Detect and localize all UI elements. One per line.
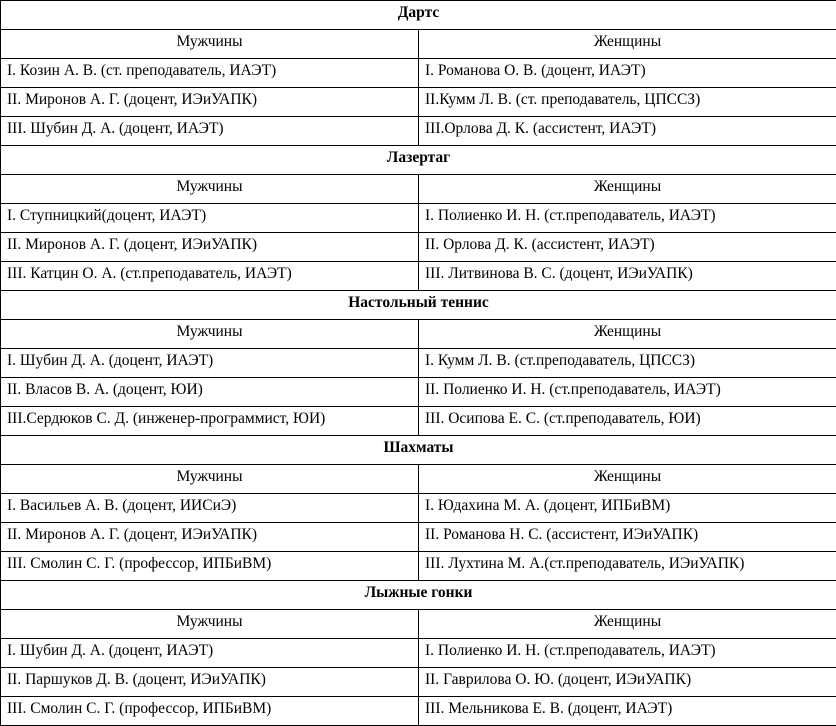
result-entry-men: I. Шубин Д. А. (доцент, ИАЭТ) bbox=[1, 349, 419, 378]
column-header-men: Мужчины bbox=[1, 30, 419, 59]
table-row bbox=[1, 204, 836, 233]
result-entry-women: II. Полиенко И. Н. (ст.преподаватель, ИАЭТ) bbox=[419, 378, 836, 407]
result-entry-women: I. Полиенко И. Н. (ст.преподаватель, ИАЭТ) bbox=[419, 639, 836, 668]
result-entry-men: III. Смолин С. Г. (профессор, ИПБиВМ) bbox=[1, 697, 419, 726]
gender-header-row bbox=[1, 320, 836, 349]
result-entry-women: I. Кумм Л. В. (ст.преподаватель, ЦПССЗ) bbox=[419, 349, 836, 378]
table-row bbox=[1, 117, 836, 146]
gender-header-row bbox=[1, 175, 836, 204]
column-header-women: Женщины bbox=[419, 175, 836, 204]
sport-title: Настольный теннис bbox=[1, 291, 836, 320]
sport-title: Дартс bbox=[1, 1, 836, 30]
result-entry-women: III. Литвинова В. С. (доцент, ИЭиУАПК) bbox=[419, 262, 836, 291]
result-entry-women: I. Юдахина М. А. (доцент, ИПБиВМ) bbox=[419, 494, 836, 523]
result-entry-women: III. Мельникова Е. В. (доцент, ИАЭТ) bbox=[419, 697, 836, 726]
result-entry-men: III. Шубин Д. А. (доцент, ИАЭТ) bbox=[1, 117, 419, 146]
result-entry-men: II. Миронов А. Г. (доцент, ИЭиУАПК) bbox=[1, 233, 419, 262]
result-entry-men: II. Миронов А. Г. (доцент, ИЭиУАПК) bbox=[1, 523, 419, 552]
result-entry-women: III.Орлова Д. К. (ассистент, ИАЭТ) bbox=[419, 117, 836, 146]
result-entry-women: I. Полиенко И. Н. (ст.преподаватель, ИАЭТ) bbox=[419, 204, 836, 233]
table-row bbox=[1, 639, 836, 668]
result-entry-men: I. Козин А. В. (ст. преподаватель, ИАЭТ) bbox=[1, 59, 419, 88]
sport-header-row bbox=[1, 436, 836, 465]
result-entry-women: II.Кумм Л. В. (ст. преподаватель, ЦПССЗ) bbox=[419, 88, 836, 117]
gender-header-row bbox=[1, 465, 836, 494]
table-row bbox=[1, 233, 836, 262]
sport-header-row bbox=[1, 146, 836, 175]
column-header-women: Женщины bbox=[419, 465, 836, 494]
table-row bbox=[1, 697, 836, 726]
result-entry-men: II. Паршуков Д. В. (доцент, ИЭиУАПК) bbox=[1, 668, 419, 697]
sport-header-row bbox=[1, 581, 836, 610]
sport-title: Лазертаг bbox=[1, 146, 836, 175]
result-entry-men: II. Миронов А. Г. (доцент, ИЭиУАПК) bbox=[1, 88, 419, 117]
result-entry-men: III. Смолин С. Г. (профессор, ИПБиВМ) bbox=[1, 552, 419, 581]
column-header-men: Мужчины bbox=[1, 465, 419, 494]
result-entry-women: III. Осипова Е. С. (ст.преподаватель, ЮИ) bbox=[419, 407, 836, 436]
sport-title: Лыжные гонки bbox=[1, 581, 836, 610]
table-row bbox=[1, 494, 836, 523]
column-header-men: Мужчины bbox=[1, 175, 419, 204]
result-entry-women: I. Романова О. В. (доцент, ИАЭТ) bbox=[419, 59, 836, 88]
table-row bbox=[1, 523, 836, 552]
result-entry-women: III. Лухтина М. А.(ст.преподаватель, ИЭиУАПК) bbox=[419, 552, 836, 581]
sport-header-row bbox=[1, 291, 836, 320]
column-header-men: Мужчины bbox=[1, 320, 419, 349]
result-entry-women: II. Романова Н. С. (ассистент, ИЭиУАПК) bbox=[419, 523, 836, 552]
results-table-body bbox=[1, 1, 836, 726]
result-entry-men: I. Шубин Д. А. (доцент, ИАЭТ) bbox=[1, 639, 419, 668]
table-row bbox=[1, 378, 836, 407]
table-row bbox=[1, 552, 836, 581]
table-row bbox=[1, 59, 836, 88]
result-entry-men: III.Сердюков С. Д. (инженер-программист, ЮИ) bbox=[1, 407, 419, 436]
result-entry-women: II. Гаврилова О. Ю. (доцент, ИЭиУАПК) bbox=[419, 668, 836, 697]
table-row bbox=[1, 262, 836, 291]
table-row bbox=[1, 668, 836, 697]
result-entry-men: I. Ступницкий(доцент, ИАЭТ) bbox=[1, 204, 419, 233]
result-entry-men: III. Катцин О. А. (ст.преподаватель, ИАЭТ) bbox=[1, 262, 419, 291]
column-header-women: Женщины bbox=[419, 320, 836, 349]
sport-title: Шахматы bbox=[1, 436, 836, 465]
result-entry-women: II. Орлова Д. К. (ассистент, ИАЭТ) bbox=[419, 233, 836, 262]
result-entry-men: I. Васильев А. В. (доцент, ИИСиЭ) bbox=[1, 494, 419, 523]
result-entry-men: II. Власов В. А. (доцент, ЮИ) bbox=[1, 378, 419, 407]
table-row bbox=[1, 88, 836, 117]
column-header-men: Мужчины bbox=[1, 610, 419, 639]
gender-header-row bbox=[1, 30, 836, 59]
column-header-women: Женщины bbox=[419, 610, 836, 639]
table-row bbox=[1, 349, 836, 378]
gender-header-row bbox=[1, 610, 836, 639]
column-header-women: Женщины bbox=[419, 30, 836, 59]
sport-header-row bbox=[1, 1, 836, 30]
table-row bbox=[1, 407, 836, 436]
